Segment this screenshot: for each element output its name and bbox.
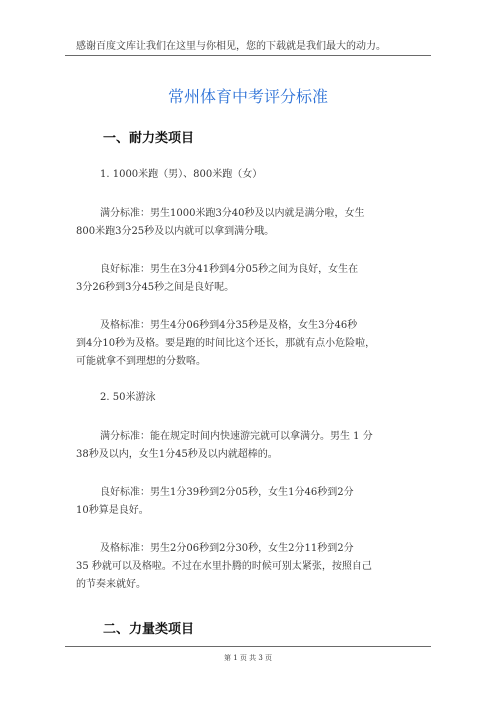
page-header: 感谢百度文库让我们在这里与你相见，您的下载就是我们最大的动力。 (76, 41, 386, 52)
paragraph-item-1 (76, 166, 446, 184)
paragraph-line: 满分标准：能在规定时间内快速游完就可以拿满分。男生 1 分 (100, 431, 373, 442)
paragraph-line: 10秒算是良好。 (76, 505, 149, 516)
paragraph-item-2 (76, 389, 446, 407)
page-footer: 第 1 页 共 3 页 (223, 654, 273, 662)
paragraph-line: 的节奏来就好。 (76, 579, 146, 590)
paragraph-line: 1. 1000米跑（男）、800米跑（女） (100, 169, 263, 180)
paragraph-line: 可能就拿不到理想的分数咯。 (76, 356, 206, 367)
section-heading-endurance: 一、耐力类项目 (103, 131, 195, 146)
paragraph-line: 良好标准：男生1分39秒到2分05秒，女生1分46秒到2分 (100, 487, 354, 498)
paragraph-good-swim (76, 484, 422, 520)
paragraph-line: 到4分10秒为及格。要是跑的时间比这个还长，那就有点小危险啦， (76, 338, 376, 349)
footer-divider (65, 646, 431, 647)
paragraph-line: 及格标准：男生2分06秒到2分30秒，女生2分11秒到2分 (100, 543, 354, 554)
paragraph-line: 800米跑3分25秒及以内就可以拿到满分哦。 (76, 226, 275, 237)
paragraph-line: 38秒及以内，女生1分45秒及以内就超棒的。 (76, 449, 278, 460)
header-divider (65, 55, 431, 56)
paragraph-line: 良好标准：男生在3分41秒到4分05秒之间为良好，女生在 (100, 264, 359, 275)
paragraph-pass-swim (76, 540, 422, 594)
section-heading-strength: 二、力量类项目 (103, 622, 195, 637)
paragraph-full-marks-run (76, 205, 422, 241)
paragraph-full-marks-swim (76, 428, 422, 464)
paragraph-good-run (76, 261, 422, 297)
paragraph-line: 满分标准：男生1000米跑3分40秒及以内就是满分啦，女生 (100, 208, 365, 219)
paragraph-line: 2. 50米游泳 (100, 392, 156, 403)
document-title: 常州体育中考评分标准 (167, 87, 328, 106)
paragraph-pass-run (76, 317, 422, 371)
paragraph-line: 35 秒就可以及格啦。不过在水里扑腾的时候可别太紧张，按照自己 (76, 561, 372, 572)
paragraph-line: 3分26秒到3分45秒之间是良好呢。 (76, 282, 235, 293)
paragraph-line: 及格标准：男生4分06秒到4分35秒是及格，女生3分46秒 (100, 320, 358, 331)
